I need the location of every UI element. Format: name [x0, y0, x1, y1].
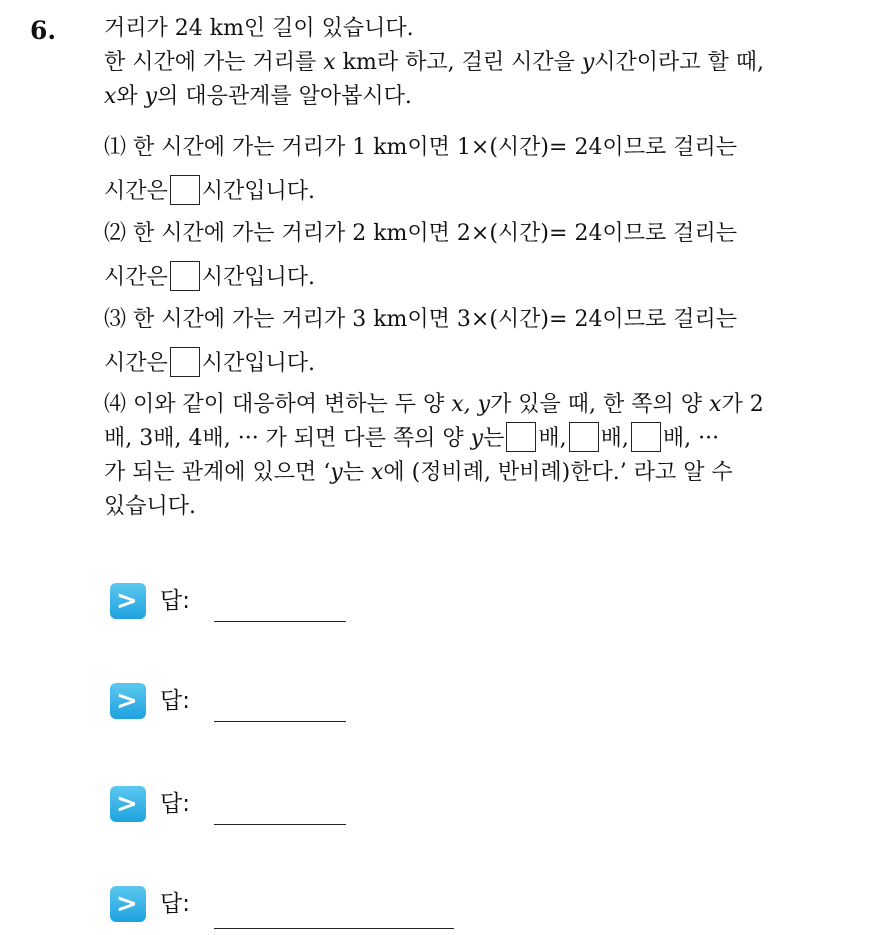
sub-question-text: ⑵ 한 시간에 가는 거리가 2 km이면 2×(시간)= 24이므로 걸리는 [104, 221, 737, 246]
sub-question-text: 가 있을 때, 한 쪽의 양 [490, 392, 710, 417]
sub-question-4 [104, 388, 864, 524]
sub-question-text: 시간입니다. [201, 351, 316, 376]
answer-input-line[interactable] [214, 824, 346, 825]
answer-label: 답: [160, 688, 190, 714]
var-y: y [581, 50, 595, 75]
sub4-line-2 [104, 422, 864, 456]
question-intro [104, 12, 864, 114]
answer-input-line[interactable] [214, 621, 346, 622]
sub-question-text: 시간은 [104, 179, 168, 204]
sub-question-blank-line [104, 170, 864, 214]
sub-question-1 [104, 126, 864, 214]
var-y: y [330, 460, 343, 485]
answer-blank-box[interactable] [170, 175, 200, 205]
sub-question-text: ⑴ 한 시간에 가는 거리가 1 km이면 1×(시간)= 24이므로 걸리는 [104, 135, 737, 160]
answer-label: 답: [160, 791, 190, 817]
answer-input-line[interactable] [214, 928, 454, 929]
var-xy: x, y [451, 392, 491, 417]
sub-question-text: 배, [538, 426, 567, 451]
sub-question-blank-line [104, 342, 864, 386]
answer-blank-box[interactable] [631, 422, 661, 452]
question-number: 6. [30, 16, 57, 45]
intro-text: 시간이라고 할 때, [594, 50, 765, 75]
intro-line-3 [104, 80, 864, 114]
chevron-right-icon: > [110, 583, 146, 619]
sub-question-text: 시간은 [104, 351, 168, 376]
intro-text: 와 [116, 84, 145, 109]
sub4-line-4: 있습니다. [104, 494, 197, 519]
answer-blank-box[interactable] [170, 347, 200, 377]
sub-question-text: 배, 3배, 4배, ··· 가 되면 다른 쪽의 양 [104, 426, 471, 451]
sub-question-text: 가 2 [721, 392, 764, 417]
answer-label: 답: [160, 891, 190, 917]
var-x: x [104, 84, 117, 109]
sub-question-text: 는 [483, 426, 505, 451]
sub-question-text: 는 [342, 460, 371, 485]
answer-input-line[interactable] [214, 721, 346, 722]
intro-line-2 [104, 46, 864, 80]
answer-blank-box[interactable] [170, 261, 200, 291]
answer-blank-box[interactable] [569, 422, 599, 452]
intro-text: km라 하고, 걸린 시간을 [335, 50, 582, 75]
answer-label: 답: [160, 588, 190, 614]
sub4-line-1 [104, 388, 864, 422]
chevron-right-icon: > [110, 786, 146, 822]
var-x: x [370, 460, 384, 485]
sub-question-text: 시간은 [104, 265, 168, 290]
sub-question-text: 가 되는 관계에 있으면 ‘ [104, 460, 331, 485]
chevron-right-icon: > [110, 886, 146, 922]
sub-question-text: 에 (정비례, 반비례)한다.’ 라고 알 수 [383, 460, 733, 485]
sub-question-text: 배, [600, 426, 629, 451]
var-x: x [323, 50, 336, 75]
intro-line-1: 거리가 24 km인 길이 있습니다. [104, 16, 414, 41]
var-x: x [709, 392, 722, 417]
answer-blank-box[interactable] [506, 422, 536, 452]
intro-text: 의 대응관계를 알아봅시다. [157, 84, 412, 109]
sub-question-text: ⑷ 이와 같이 대응하여 변하는 두 양 [104, 392, 452, 417]
sub-question-text: 시간입니다. [201, 179, 316, 204]
intro-text: 한 시간에 가는 거리를 [104, 50, 324, 75]
sub-question-text: 배, ··· [662, 426, 720, 451]
sub-question-blank-line [104, 256, 864, 300]
sub4-line-3 [104, 456, 864, 490]
sub-question-2 [104, 212, 864, 300]
sub-question-text: 시간입니다. [201, 265, 316, 290]
sub-question-3 [104, 298, 864, 386]
var-y: y [470, 426, 484, 451]
var-y: y [144, 84, 158, 109]
chevron-right-icon: > [110, 683, 146, 719]
sub-question-text: ⑶ 한 시간에 가는 거리가 3 km이면 3×(시간)= 24이므로 걸리는 [104, 307, 737, 332]
